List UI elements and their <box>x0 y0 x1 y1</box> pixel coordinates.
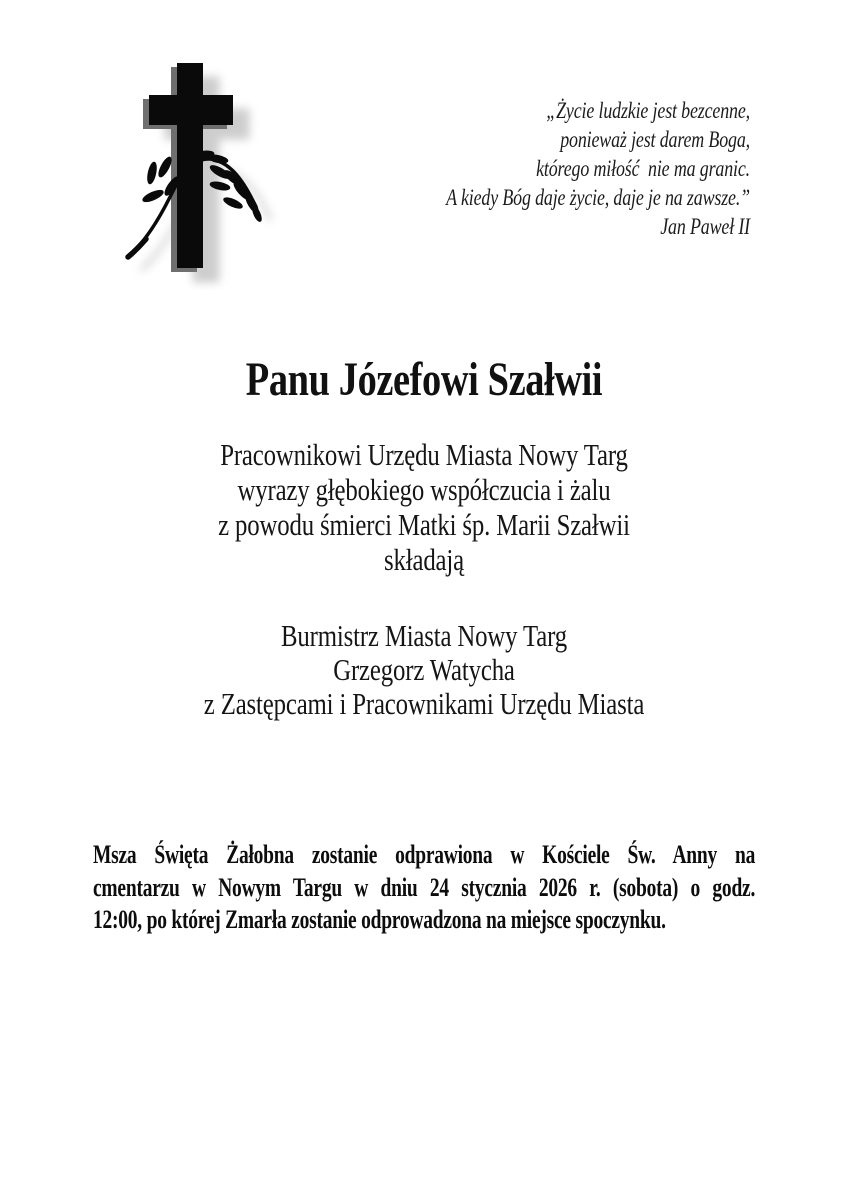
addressee-title: Panu Józefowi Szałwii <box>245 353 603 406</box>
signatory-line: Burmistrz Miasta Nowy Targ <box>281 618 567 653</box>
quote-line: ponieważ jest darem Boga, <box>560 127 750 152</box>
signatory-line: z Zastępcami i Pracownikami Urzędu Miasta <box>203 686 645 721</box>
signatories-block <box>85 619 763 721</box>
condolence-line: wyrazy głębokiego współczucia i żalu <box>237 472 611 507</box>
quote-line: A kiedy Bóg daje życie, daje je na zawsze.” <box>446 185 750 210</box>
quote-attribution: Jan Paweł II <box>660 214 750 239</box>
condolence-line: z powodu śmierci Matki śp. Marii Szałwii <box>218 507 630 542</box>
quote-block <box>344 96 750 241</box>
condolence-line: składają <box>384 542 464 577</box>
condolence-line: Pracownikowi Urzędu Miasta Nowy Targ <box>220 437 628 472</box>
funeral-notice-line: cmentarzu w Nowym Targu w dniu 24 stycznia 2026 r. (sobota) o godz. <box>93 872 756 902</box>
funeral-notice <box>93 839 755 937</box>
signatory-line: Grzegorz Watycha <box>333 652 515 687</box>
condolence-body <box>85 437 763 577</box>
memorial-cross-with-laurel-branch-icon <box>120 55 295 290</box>
funeral-notice-line: 12:00, po której Zmarła zostanie odprowadzona na miejsce spoczynku. <box>93 905 666 934</box>
quote-line: „Życie ludzkie jest bezcenne, <box>546 98 750 123</box>
funeral-notice-line: Msza Święta Żałobna zostanie odprawiona w Kościele Św. Anny na <box>93 840 756 869</box>
quote-line: którego miłość nie ma granic. <box>536 156 750 181</box>
